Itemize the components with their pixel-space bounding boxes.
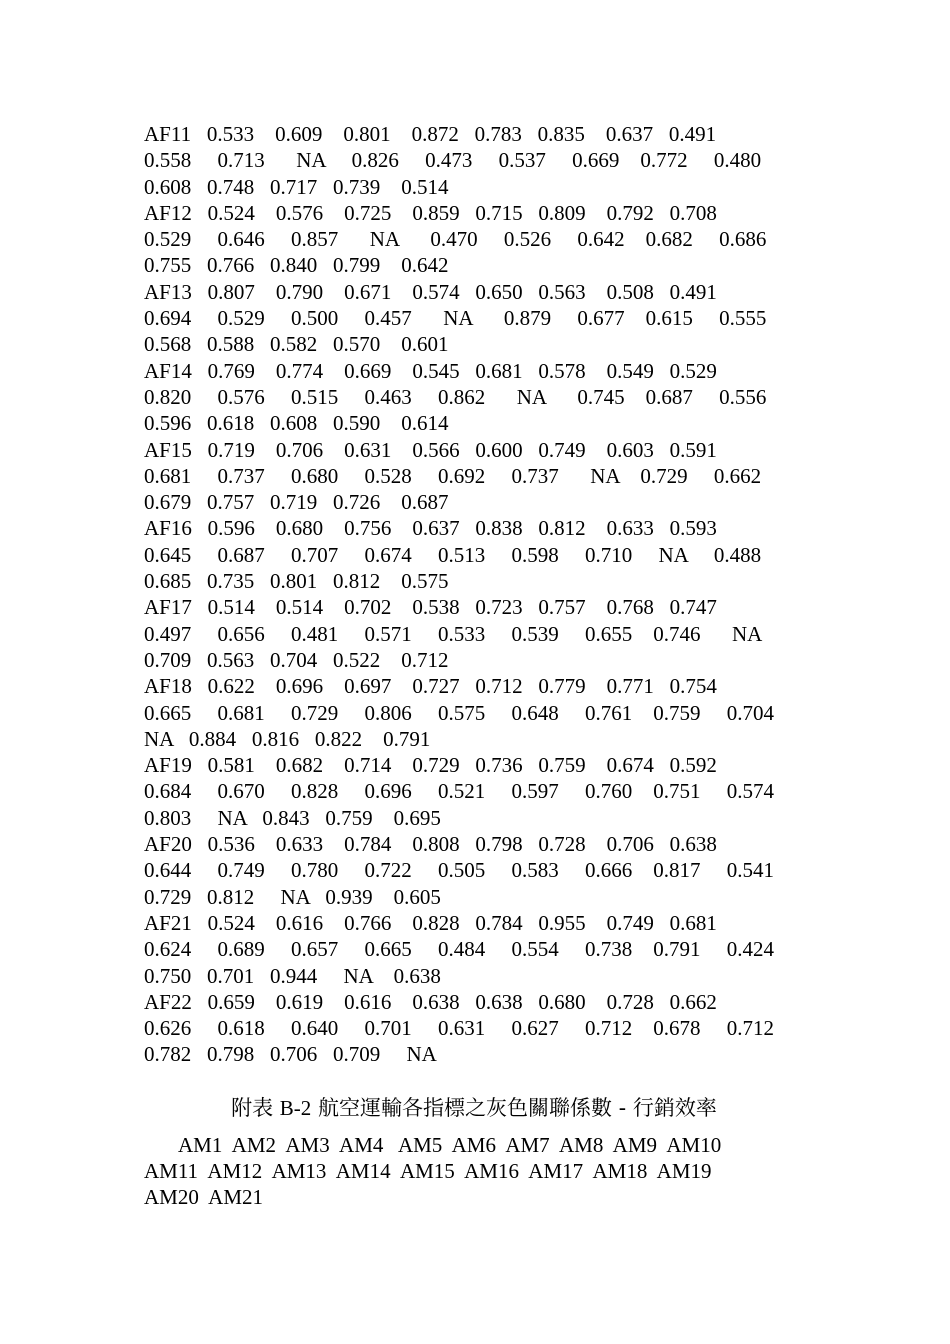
table-line: AF18 0.622 0.696 0.697 0.727 0.712 0.779 0.771 0.754 [144,674,717,699]
table-line: 0.782 0.798 0.706 0.709 NA [144,1042,437,1067]
table-line: 0.624 0.689 0.657 0.665 0.484 0.554 0.738 0.791 0.424 [144,937,774,962]
table-line: 0.803 NA 0.843 0.759 0.695 [144,805,441,830]
caption-code: B-2 [279,1095,312,1120]
table-line: 0.729 0.812 NA 0.939 0.605 [144,884,441,909]
table-line: 0.558 0.713 NA 0.826 0.473 0.537 0.669 0.772 0.480 [144,148,762,173]
table-line: 0.608 0.748 0.717 0.739 0.514 [144,174,449,199]
table-line: AF11 0.533 0.609 0.801 0.872 0.783 0.835 0.637 0.491 [144,122,717,146]
document-page [144,121,804,1210]
table-line: AF22 0.659 0.619 0.616 0.638 0.638 0.680 0.728 0.662 [144,989,717,1014]
table-line: 0.684 0.670 0.828 0.696 0.521 0.597 0.760 0.751 0.574 [144,779,774,804]
table-line: 0.497 0.656 0.481 0.571 0.533 0.539 0.655 0.746 NA [144,621,763,646]
table-line: AF15 0.719 0.706 0.631 0.566 0.600 0.749 0.603 0.591 [144,437,717,462]
table-line: AF21 0.524 0.616 0.766 0.828 0.784 0.955 0.749 0.681 [144,910,717,935]
table-line: 0.750 0.701 0.944 NA 0.638 [144,963,441,988]
coefficient-table-rows [144,121,804,1068]
caption-title: 航空運輸各指標之灰色關聯係數 - 行銷效率 [311,1095,717,1120]
table-line: 0.644 0.749 0.780 0.722 0.505 0.583 0.666 0.817 0.541 [144,858,774,883]
table-line: AF20 0.536 0.633 0.784 0.808 0.798 0.728 0.706 0.638 [144,832,717,857]
table-line: 0.820 0.576 0.515 0.463 0.862 NA 0.745 0.687 0.556 [144,384,767,409]
table-line: AF14 0.769 0.774 0.669 0.545 0.681 0.578 0.549 0.529 [144,358,717,383]
table-line: 0.679 0.757 0.719 0.726 0.687 [144,490,449,515]
table-line: AF16 0.596 0.680 0.756 0.637 0.838 0.812 0.633 0.593 [144,516,717,541]
column-header-line: AM20 AM21 [144,1184,264,1209]
table-line: 0.596 0.618 0.608 0.590 0.614 [144,411,449,436]
table-line: 0.681 0.737 0.680 0.528 0.692 0.737 NA 0.729 0.662 [144,463,762,488]
table-line: 0.755 0.766 0.840 0.799 0.642 [144,253,449,278]
caption-prefix: 附表 [231,1095,280,1120]
table-line: AF13 0.807 0.790 0.671 0.574 0.650 0.563 0.508 0.491 [144,279,717,304]
table-line: 0.568 0.588 0.582 0.570 0.601 [144,332,449,357]
table-line: AF19 0.581 0.682 0.714 0.729 0.736 0.759 0.674 0.592 [144,753,717,778]
table-line: 0.665 0.681 0.729 0.806 0.575 0.648 0.761 0.759 0.704 [144,700,774,725]
table-line: 0.645 0.687 0.707 0.674 0.513 0.598 0.710 NA 0.488 [144,542,762,567]
table-line: 0.685 0.735 0.801 0.812 0.575 [144,569,449,594]
table-line: 0.529 0.646 0.857 NA 0.470 0.526 0.642 0.682 0.686 [144,227,767,252]
column-header-line: AM1 AM2 AM3 AM4 AM5 AM6 AM7 AM8 AM9 AM10 [178,1132,722,1157]
table-line: AF12 0.524 0.576 0.725 0.859 0.715 0.809 0.792 0.708 [144,200,717,225]
table-line: 0.694 0.529 0.500 0.457 NA 0.879 0.677 0.615 0.555 [144,306,767,331]
table-line: 0.709 0.563 0.704 0.522 0.712 [144,647,449,672]
table-caption [144,1094,804,1122]
table-line: NA 0.884 0.816 0.822 0.791 [144,726,431,751]
table-header-row [144,1132,804,1210]
table-line: 0.626 0.618 0.640 0.701 0.631 0.627 0.712 0.678 0.712 [144,1016,774,1041]
column-header-line: AM11 AM12 AM13 AM14 AM15 AM16 AM17 AM18 AM19 [144,1158,712,1183]
table-line: AF17 0.514 0.514 0.702 0.538 0.723 0.757 0.768 0.747 [144,595,717,620]
